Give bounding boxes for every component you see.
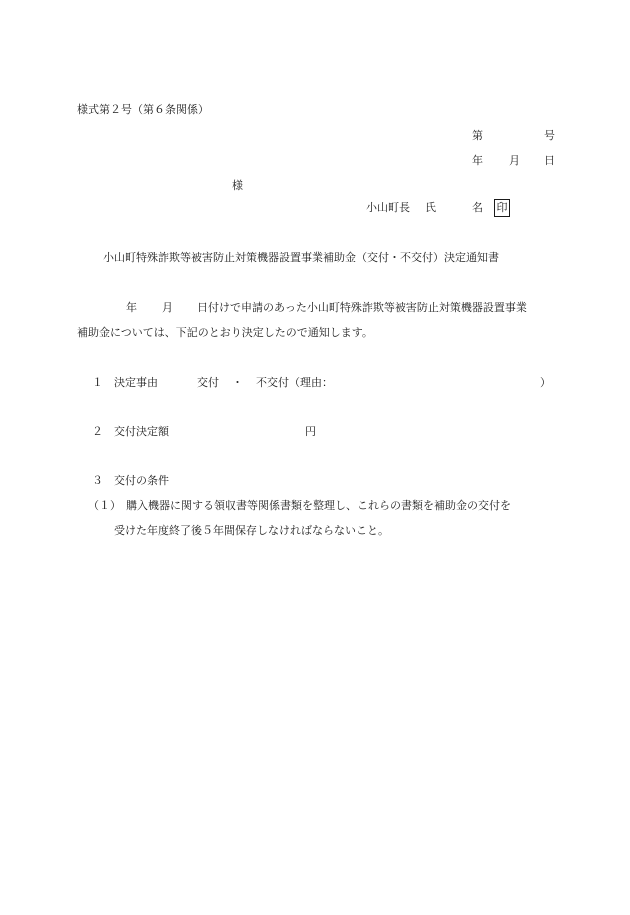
- doc-number-prefix: 第: [472, 129, 483, 142]
- item2-label: 交付決定額: [114, 425, 169, 438]
- addressee-honorific: 様: [232, 179, 243, 192]
- date-month: 月: [509, 154, 520, 167]
- intro-year: 年: [126, 301, 137, 314]
- item1-option-grant: 交付: [197, 376, 219, 389]
- condition1-number: （１）: [88, 499, 121, 512]
- item2-unit: 円: [305, 425, 316, 438]
- item1-option-nongrant: 不交付（理由：: [256, 376, 333, 389]
- form-number: 様式第２号（第６条関係）: [77, 103, 209, 116]
- intro-month: 月: [162, 301, 173, 314]
- date-year: 年: [472, 154, 483, 167]
- date-day: 日: [544, 154, 555, 167]
- issuer-name-shi: 氏: [425, 201, 436, 214]
- doc-number-suffix: 号: [544, 129, 555, 142]
- intro-text-line2: 補助金については、下記のとおり決定したので通知します。: [77, 326, 373, 339]
- condition1-text-line1: 購入機器に関する領収書等関係書類を整理し、これらの書類を補助金の交付を: [126, 499, 511, 512]
- intro-text-line1: 日付けで申請のあった小山町特殊詐欺等被害防止対策機器設置事業: [197, 301, 527, 314]
- document-title: 小山町特殊詐欺等被害防止対策機器設置事業補助金（交付・不交付）決定通知書: [103, 251, 499, 264]
- item3-number: ３: [92, 474, 103, 487]
- item2-number: ２: [92, 425, 103, 438]
- item1-close-paren: ）: [540, 376, 551, 389]
- item1-label: 決定事由: [114, 376, 158, 389]
- issuer-title: 小山町長: [366, 201, 410, 214]
- item3-label: 交付の条件: [114, 474, 169, 487]
- item1-number: １: [92, 376, 103, 389]
- issuer-name-mei: 名: [472, 201, 483, 214]
- item1-separator: ・: [232, 376, 243, 389]
- condition1-text-line2: 受けた年度終了後５年間保存しなければならないこと。: [114, 524, 389, 537]
- seal-mark: 印: [494, 199, 510, 217]
